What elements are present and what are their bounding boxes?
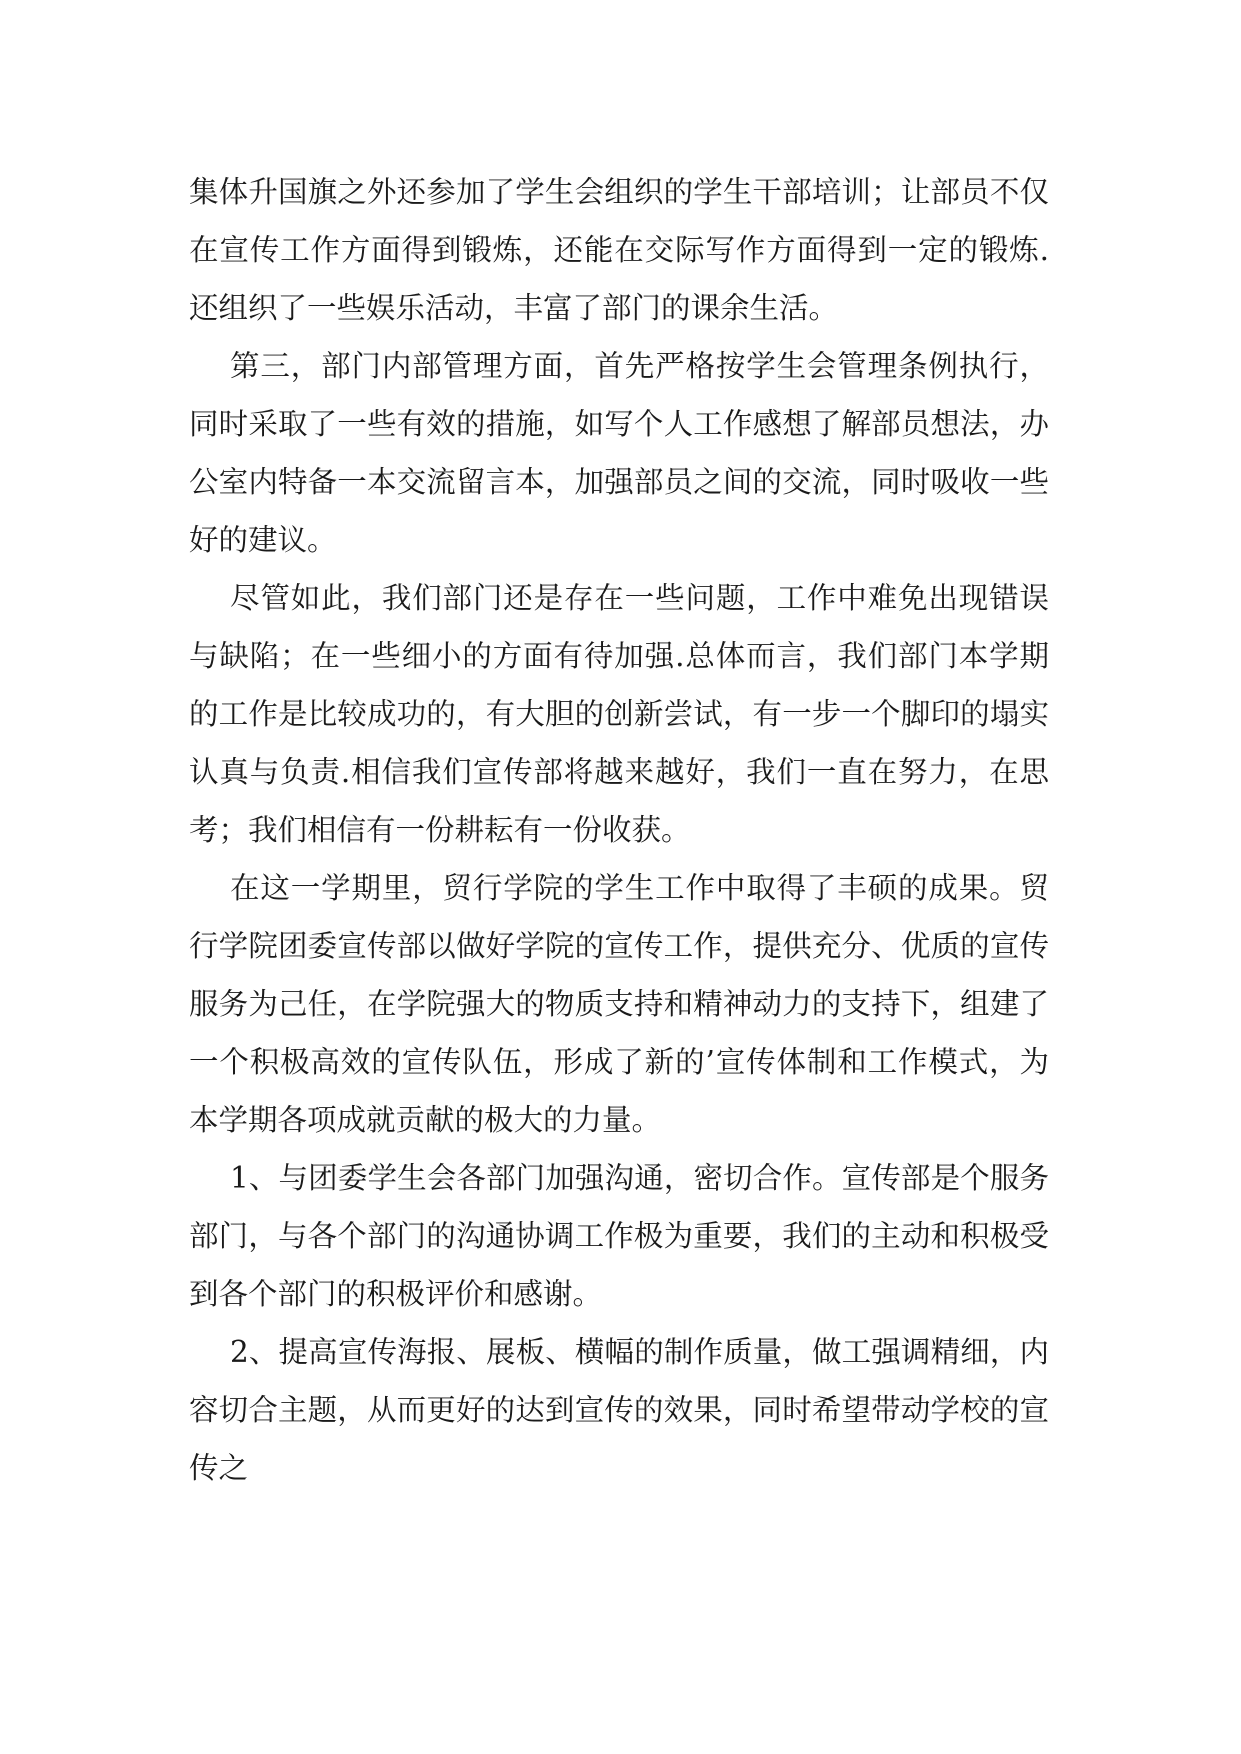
paragraph-internal-management: 第三，部门内部管理方面，首先严格按学生会管理条例执行，同时采取了一些有效的措施，如写个人工作感想了解部员想法，办公室内特备一本交流留言本，加强部员之间的交流，同时吸收一些好的建议。 (189, 349, 1049, 557)
paragraph-item-2: 2、提高宣传海报、展板、横幅的制作质量，做工强调精细，内容切合主题，从而更好的达到宣传的效果，同时希望带动学校的宣传之 (189, 1335, 1049, 1485)
paragraph-semester-achievements: 在这一学期里，贸行学院的学生工作中取得了丰硕的成果。贸行学院团委宣传部以做好学院的宣传工作，提供充分、优质的宣传服务为己任，在学院强大的物质支持和精神动力的支持下，组建了一个积极高效的宣传队伍，形成了新的’宣传体制和工作模式，为本学期各项成就贡献的极大的力量。 (189, 871, 1049, 1137)
paragraph-problems-summary: 尽管如此，我们部门还是存在一些问题，工作中难免出现错误与缺陷；在一些细小的方面有待加强.总体而言，我们部门本学期的工作是比较成功的，有大胆的创新尝试，有一步一个脚印的塌实认真与负责.相信我们宣传部将越来越好，我们一直在努力，在思考；我们相信有一份耕耘有一份收获。 (189, 581, 1049, 847)
document-body (189, 163, 1049, 1497)
paragraph-item-1: 1、与团委学生会各部门加强沟通，密切合作。宣传部是个服务部门，与各个部门的沟通协调工作极为重要，我们的主动和积极受到各个部门的积极评价和感谢。 (189, 1161, 1049, 1311)
paragraph-continuation: 集体升国旗之外还参加了学生会组织的学生干部培训；让部员不仅在宣传工作方面得到锻炼，还能在交际写作方面得到一定的锻炼.还组织了一些娱乐活动，丰富了部门的课余生活。 (189, 175, 1049, 325)
